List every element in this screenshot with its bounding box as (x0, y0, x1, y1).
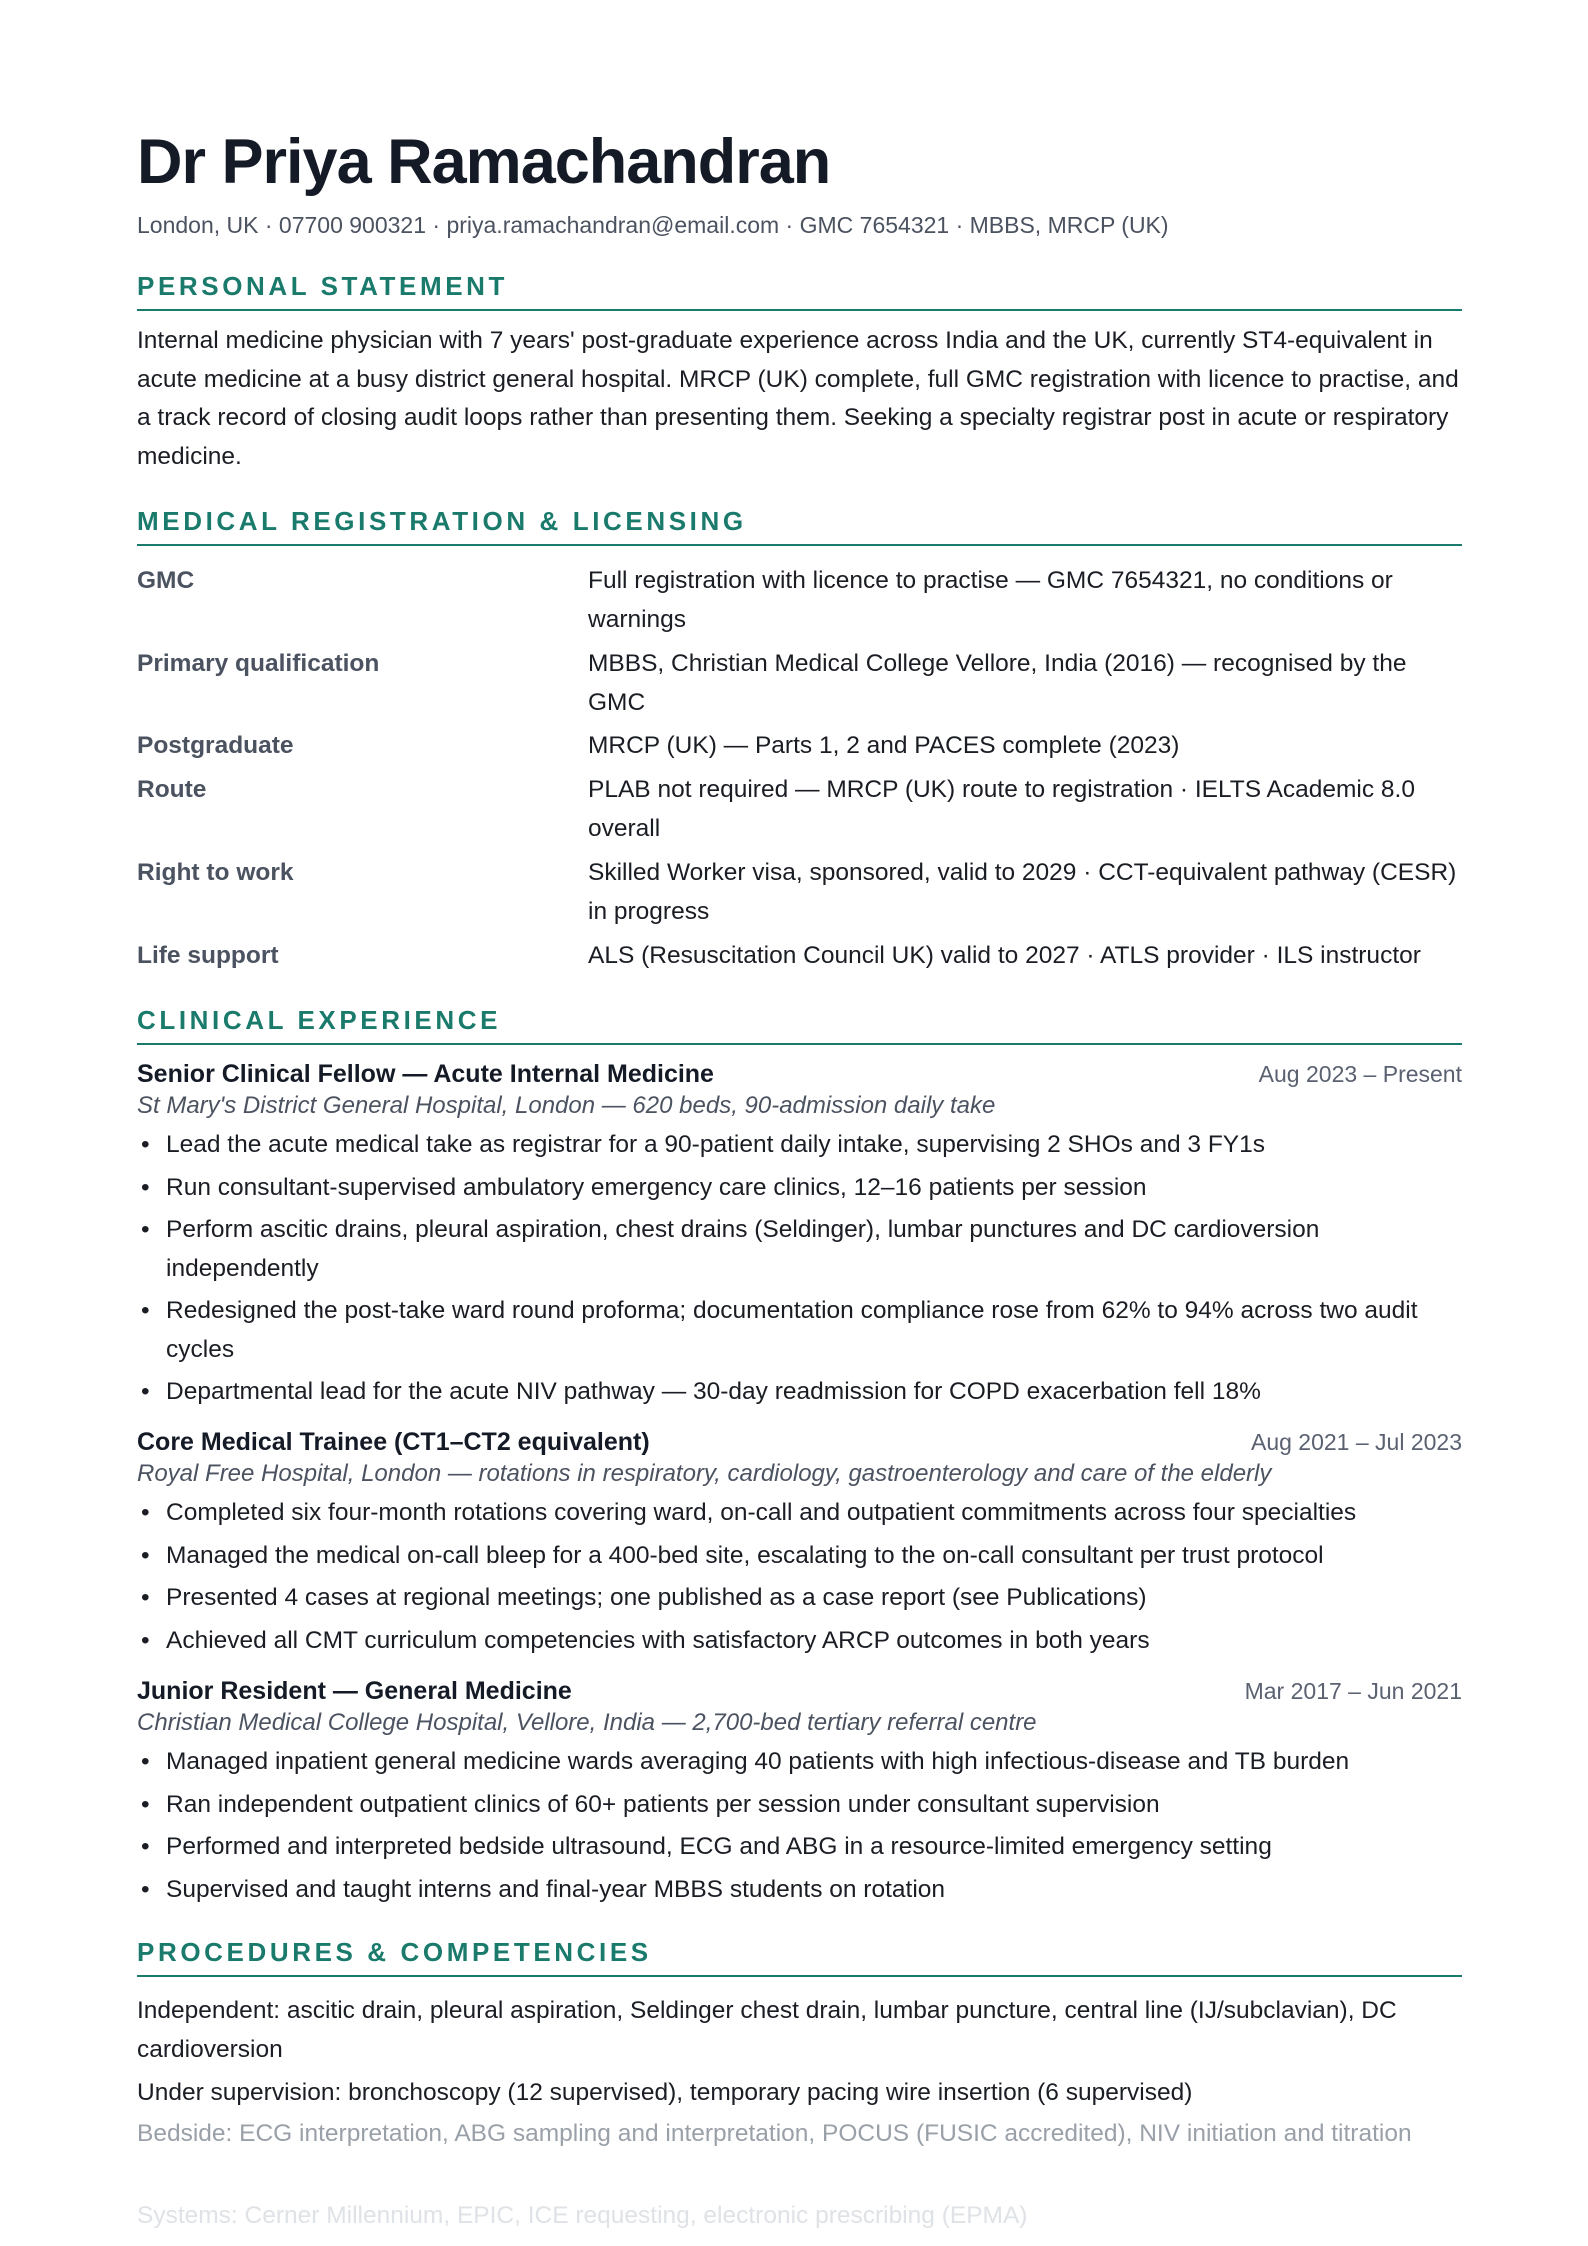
job-title: Core Medical Trainee (CT1–CT2 equivalent) (137, 1428, 650, 1456)
list-item: • Managed the medical on-call bleep for a 400-bed site, escalating to the on-call consultant per trust protocol (137, 1537, 1462, 1576)
list-item: • Completed six four-month rotations covering ward, on-call and outpatient commitments across four specialties (137, 1494, 1462, 1533)
registration-label: Primary qualification (137, 650, 380, 677)
job-title: Senior Clinical Fellow — Acute Internal Medicine (137, 1060, 714, 1088)
personal-statement-text: Internal medicine physician with 7 years' post-graduate experience across India and the UK, currently ST4-equivalent in acute medicine at a busy district general hospital. MRCP (UK) complete, full GMC registration with licence to practise, and a track record of closing audit loops rather than presenting them. Seeking a specialty registrar post in acute or respiratory medicine. (137, 327, 1459, 470)
registration-label: GMC (137, 567, 195, 594)
registration-label: Postgraduate (137, 732, 294, 759)
contact-line: London, UK · 07700 900321 · priya.ramachandran@email.com · GMC 7654321 · MBBS, MRCP (UK) (137, 212, 1169, 238)
section-title-registration: MEDICAL REGISTRATION & LICENSING (137, 505, 1462, 546)
job-organisation: St Mary's District General Hospital, London — 620 beds, 90-admission daily take (137, 1092, 996, 1119)
job-bullets (137, 1126, 1462, 1416)
list-item: • Departmental lead for the acute NIV pathway — 30-day readmission for COPD exacerbation fell 18% (137, 1373, 1462, 1412)
list-item: • Achieved all CMT curriculum competencies with satisfactory ARCP outcomes in both years (137, 1622, 1462, 1661)
job-date: Mar 2017 – Jun 2021 (1244, 1678, 1462, 1704)
list-item: • Redesigned the post-take ward round proforma; documentation compliance rose from 62% to 94% across two audit cycles (137, 1292, 1462, 1369)
list-item: • Supervised and taught interns and final-year MBBS students on rotation (137, 1871, 1462, 1910)
section-title-procedures: PROCEDURES & COMPETENCIES (137, 1936, 1462, 1977)
procedures-line: Bedside: ECG interpretation, ABG sampling and interpretation, POCUS (FUSIC accredited), NIV initiation and titration (137, 2120, 1412, 2147)
list-item: • Lead the acute medical take as registrar for a 90-patient daily intake, supervising 2 SHOs and 3 FY1s (137, 1126, 1462, 1165)
list-item: • Perform ascitic drains, pleural aspiration, chest drains (Seldinger), lumbar punctures and DC cardioversion independently (137, 1211, 1462, 1288)
procedures-line: Systems: Cerner Millennium, EPIC, ICE requesting, electronic prescribing (EPMA) (137, 2202, 1028, 2229)
section-title-personal-statement: PERSONAL STATEMENT (137, 270, 1462, 311)
list-item: • Managed inpatient general medicine wards averaging 40 patients with high infectious-disease and TB burden (137, 1743, 1462, 1782)
section-title-clinical-experience: CLINICAL EXPERIENCE (137, 1004, 1462, 1045)
job-bullets (137, 1743, 1462, 1913)
procedures-line: Under supervision: bronchoscopy (12 supervised), temporary pacing wire insertion (6 supervised) (137, 2079, 1193, 2106)
list-item: • Run consultant-supervised ambulatory emergency care clinics, 12–16 patients per session (137, 1169, 1462, 1208)
procedures-line: Independent: ascitic drain, pleural aspiration, Seldinger chest drain, lumbar puncture, central line (IJ/subclavian), DC cardioversion (137, 1997, 1397, 2063)
list-item: • Presented 4 cases at regional meetings; one published as a case report (see Publications) (137, 1579, 1462, 1618)
registration-value: MRCP (UK) — Parts 1, 2 and PACES complete (2023) (588, 732, 1180, 759)
job-date: Aug 2021 – Jul 2023 (1250, 1429, 1462, 1455)
job-bullets (137, 1494, 1462, 1664)
registration-value: PLAB not required — MRCP (UK) route to registration · IELTS Academic 8.0 overall (588, 776, 1415, 842)
job-organisation: Royal Free Hospital, London — rotations in respiratory, cardiology, gastroenterology and care of the elderly (137, 1460, 1272, 1487)
candidate-name: Dr Priya Ramachandran (137, 127, 831, 197)
list-item: • Performed and interpreted bedside ultrasound, ECG and ABG in a resource-limited emergency setting (137, 1828, 1462, 1867)
registration-value: Full registration with licence to practise — GMC 7654321, no conditions or warnings (588, 567, 1393, 633)
registration-label: Route (137, 776, 207, 803)
list-item: • Ran independent outpatient clinics of 60+ patients per session under consultant supervision (137, 1786, 1462, 1825)
registration-value: MBBS, Christian Medical College Vellore, India (2016) — recognised by the GMC (588, 650, 1407, 716)
registration-value: Skilled Worker visa, sponsored, valid to 2029 · CCT-equivalent pathway (CESR) in progress (588, 859, 1457, 925)
registration-label: Life support (137, 942, 279, 969)
registration-label: Right to work (137, 859, 294, 886)
job-date: Aug 2023 – Present (1258, 1061, 1462, 1087)
job-organisation: Christian Medical College Hospital, Vellore, India — 2,700-bed tertiary referral centre (137, 1709, 1037, 1736)
job-title: Junior Resident — General Medicine (137, 1677, 572, 1705)
registration-value: ALS (Resuscitation Council UK) valid to 2027 · ATLS provider · ILS instructor (588, 942, 1421, 969)
